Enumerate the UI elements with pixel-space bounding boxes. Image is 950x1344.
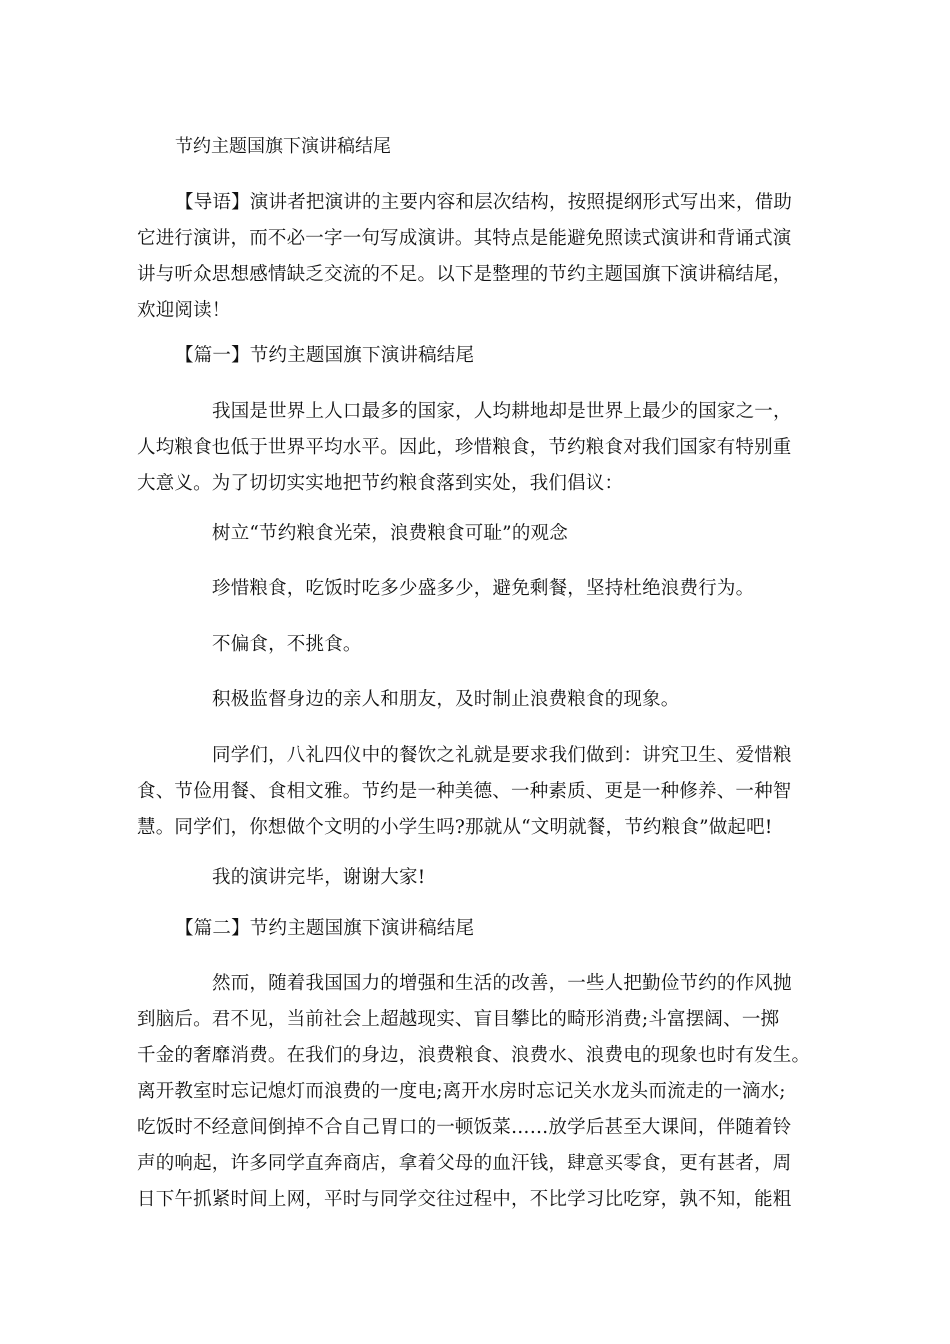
paragraph-line: 声的响起，许多同学直奔商店，拿着父母的血汗钱，肆意买零食，更有甚者，周 [137,1153,792,1174]
paragraph-line: 珍惜粮食，吃饭时吃多少盛多少，避免剩餐，坚持杜绝浪费行为。 [212,578,755,599]
paragraph-line: 不偏食，不挑食。 [212,634,362,655]
section-heading-1: 【篇一】节约主题国旗下演讲稿结尾 [175,345,475,366]
paragraph-line: 然而，随着我国国力的增强和生活的改善，一些人把勤俭节约的作风抛 [212,973,792,994]
paragraph-line: 吃饭时不经意间倒掉不合自己胃口的一顿饭菜……放学后甚至大课间，伴随着铃 [137,1117,792,1138]
paragraph-line: 离开教室时忘记熄灯而浪费的一度电;离开水房时忘记关水龙头而流走的一滴水; [137,1081,786,1102]
paragraph-line: 到脑后。君不见，当前社会上超越现实、盲目攀比的畸形消费;斗富摆阔、一掷 [137,1009,780,1030]
paragraph-line: 积极监督身边的亲人和朋友，及时制止浪费粮食的现象。 [212,689,680,710]
paragraph-line: 食、节俭用餐、食相文雅。节约是一种美德、一种素质、更是一种修养、一种智 [137,781,792,802]
paragraph-line: 我国是世界上人口最多的国家，人均耕地却是世界上最少的国家之一， [212,401,792,422]
section-heading-2: 【篇二】节约主题国旗下演讲稿结尾 [175,918,475,939]
lead-line: 欢迎阅读！ [137,300,231,321]
paragraph-line: 我的演讲完毕，谢谢大家! [212,867,426,888]
paragraph-line: 大意义。为了切切实实地把节约粮食落到实处，我们倡议： [137,473,624,494]
lead-line: 它进行演讲，而不必一字一句写成演讲。其特点是能避免照读式演讲和背诵式演 [137,228,792,249]
lead-line: 【导语】演讲者把演讲的主要内容和层次结构，按照提纲形式写出来，借助 [175,192,793,213]
paragraph-line: 人均粮食也低于世界平均水平。因此，珍惜粮食，节约粮食对我们国家有特别重 [137,437,792,458]
paragraph-line: 慧。同学们，你想做个文明的小学生吗?那就从“文明就餐，节约粮食”做起吧! [137,817,773,838]
lead-line: 讲与听众思想感情缺乏交流的不足。以下是整理的节约主题国旗下演讲稿结尾， [137,264,792,285]
paragraph-line: 同学们，八礼四仪中的餐饮之礼就是要求我们做到：讲究卫生、爱惜粮 [212,745,792,766]
document-title: 节约主题国旗下演讲稿结尾 [175,136,391,157]
paragraph-line: 树立“节约粮食光荣，浪费粮食可耻”的观念 [212,523,568,544]
paragraph-line: 千金的奢靡消费。在我们的身边，浪费粮食、浪费水、浪费电的现象也时有发生。 [137,1045,811,1066]
paragraph-line: 日下午抓紧时间上网，平时与同学交往过程中，不比学习比吃穿，孰不知，能粗 [137,1189,792,1210]
